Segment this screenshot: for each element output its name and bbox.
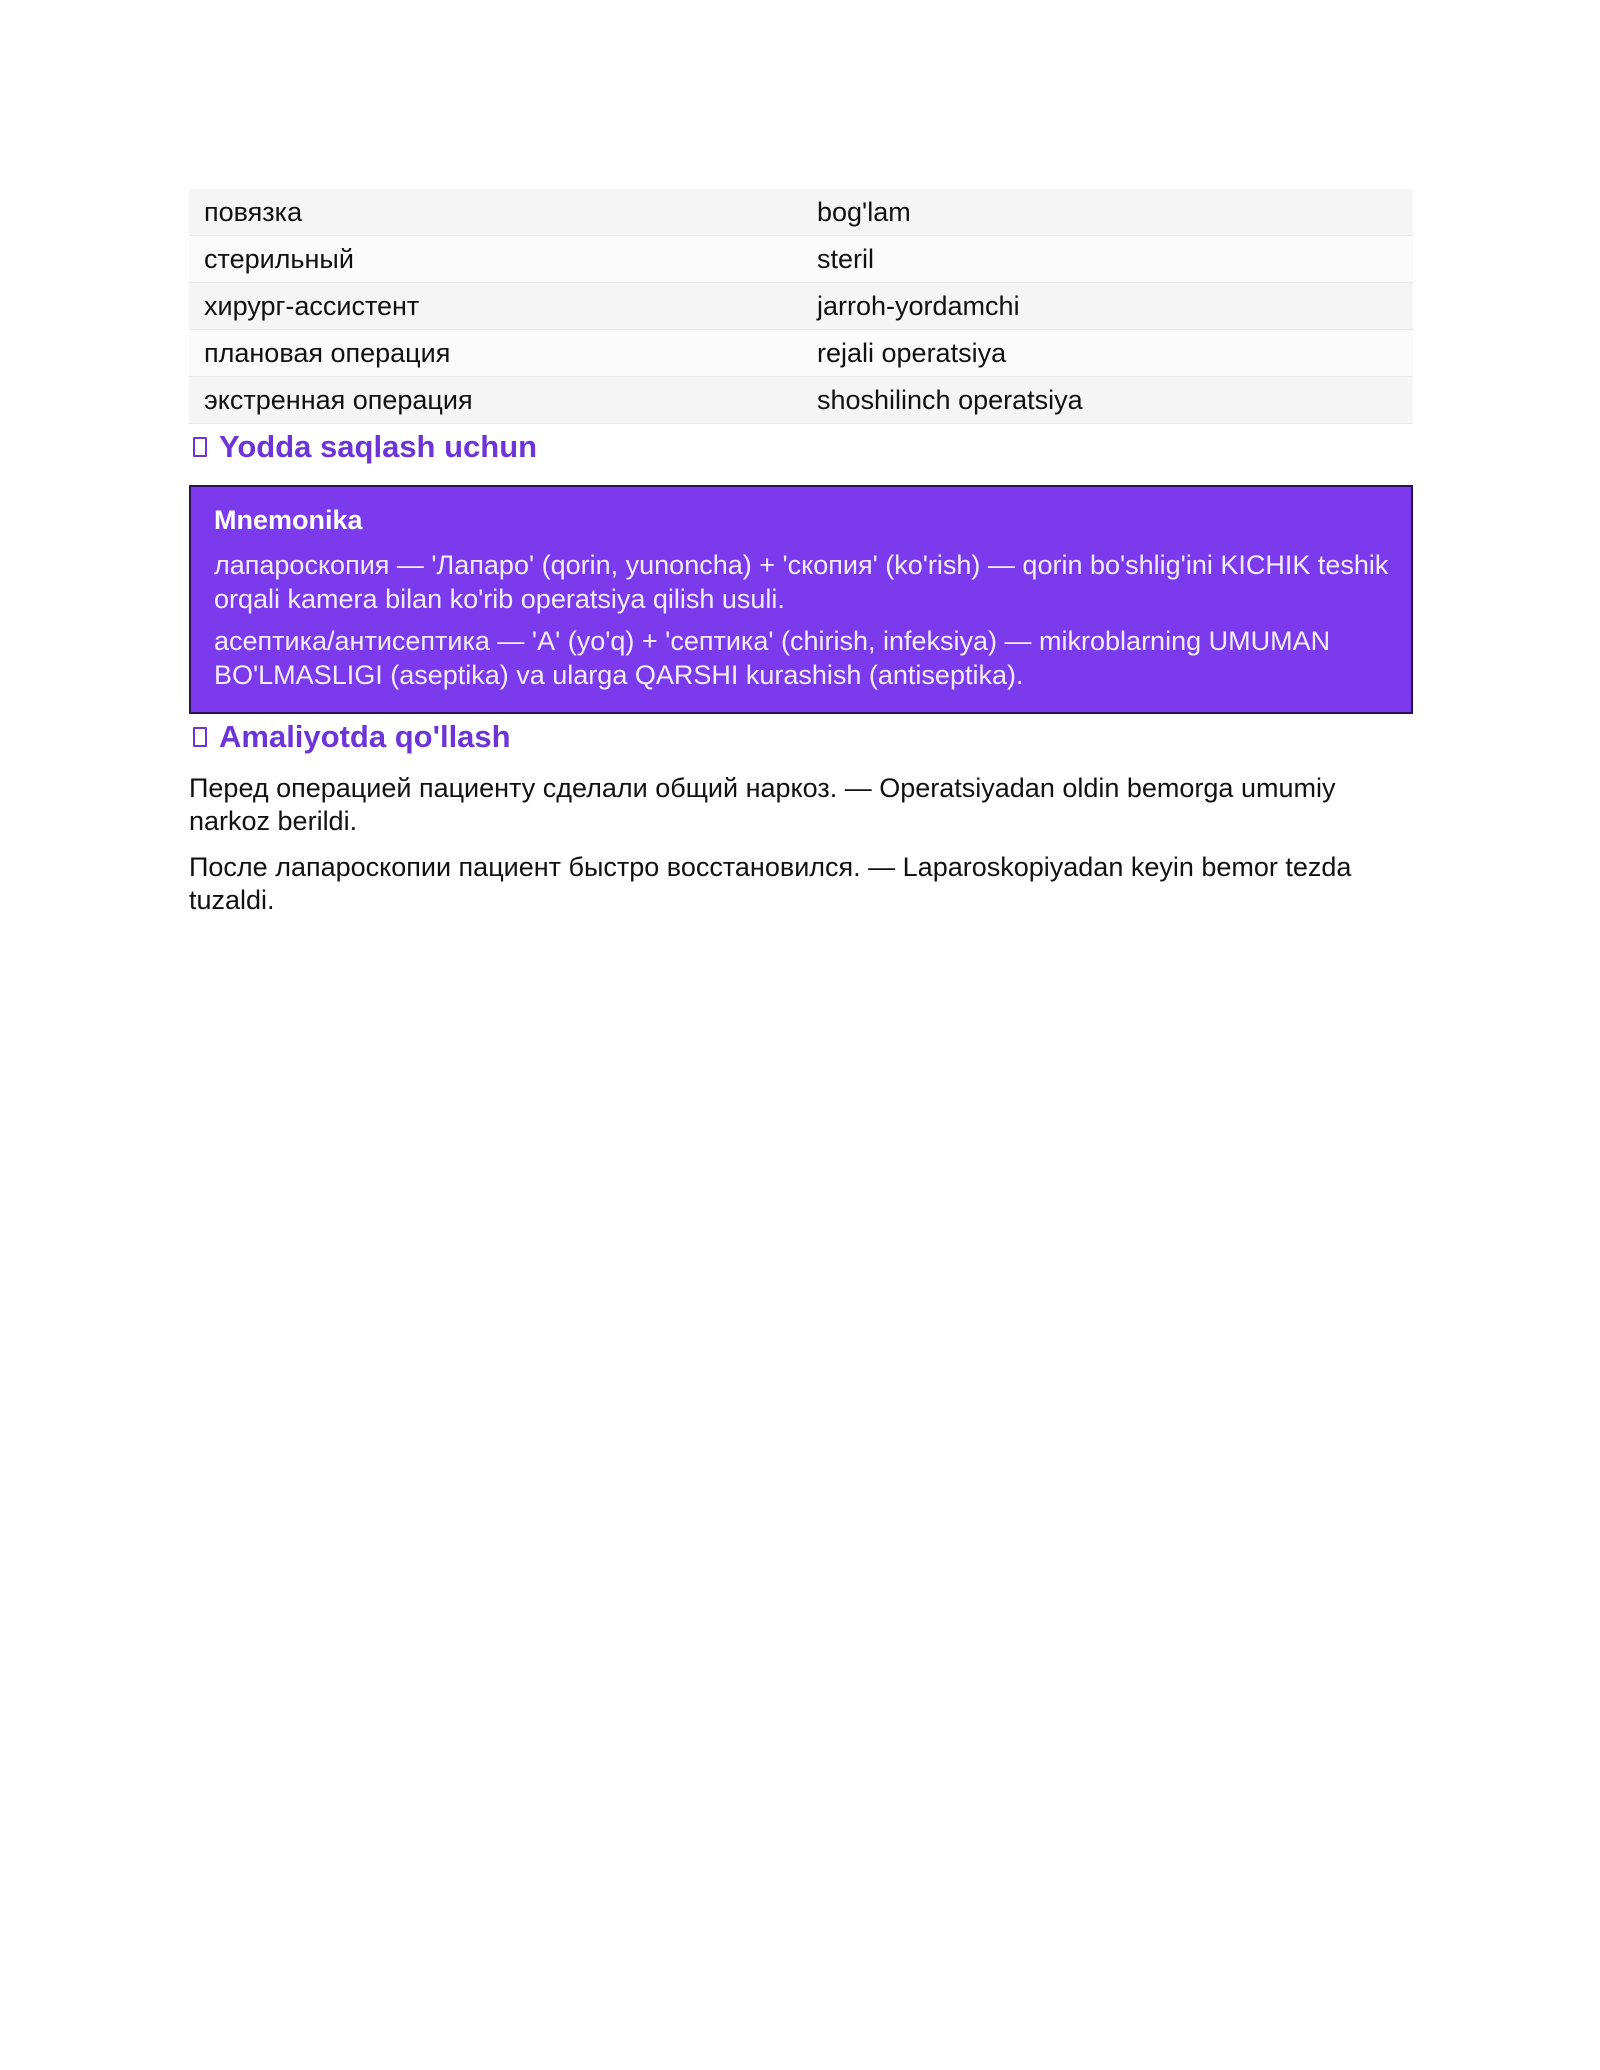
vocabulary-table (189, 189, 1413, 424)
russian-term: экстренная операция (189, 377, 802, 424)
table-row (189, 283, 1413, 330)
example-sentence: После лапароскопии пациент быстро восстановился. — Laparoskopiyadan keyin bemor tezda tuzaldi. (189, 852, 1352, 915)
table-row (189, 236, 1413, 283)
mnemonic-box (189, 485, 1413, 714)
example-sentence: Перед операцией пациенту сделали общий наркоз. — Operatsiyadan oldin bemorga umumiy narkoz berildi. (189, 773, 1336, 836)
mnemonic-line: лапароскопия — 'Лапаро' (qorin, yunoncha) + 'скопия' (ko'rish) — qorin bo'shlig'ini KICHIK teshik orqali kamera bilan ko'rib operatsiya qilish usuli. (214, 550, 1389, 614)
russian-term: повязка (189, 189, 802, 236)
memory-heading-text: Yodda saqlash uchun (219, 429, 538, 464)
document-page (189, 189, 1413, 917)
uzbek-term: bog'lam (802, 189, 1413, 236)
uzbek-term: jarroh-yordamchi (802, 283, 1413, 330)
uzbek-term: steril (802, 236, 1413, 283)
mnemonic-title: Mnemonika (214, 505, 363, 535)
uzbek-term: rejali operatsiya (802, 330, 1413, 377)
table-row (189, 330, 1413, 377)
memory-section-heading (189, 424, 1413, 470)
russian-term: плановая операция (189, 330, 802, 377)
russian-term: хирург-ассистент (189, 283, 802, 330)
table-row (189, 377, 1413, 424)
missing-glyph-icon (193, 727, 207, 747)
russian-term: стерильный (189, 236, 802, 283)
table-row (189, 189, 1413, 236)
mnemonic-line: асептика/антисептика — 'А' (yo'q) + 'септика' (chirish, infeksiya) — mikroblarning UMUMAN BO'LMASLIGI (aseptika) va ularga QARSHI kurashish (antiseptika). (214, 626, 1331, 690)
missing-glyph-icon (193, 437, 207, 457)
practice-section-heading (189, 714, 1413, 760)
uzbek-term: shoshilinch operatsiya (802, 377, 1413, 424)
practice-heading-text: Amaliyotda qo'llash (219, 719, 511, 754)
